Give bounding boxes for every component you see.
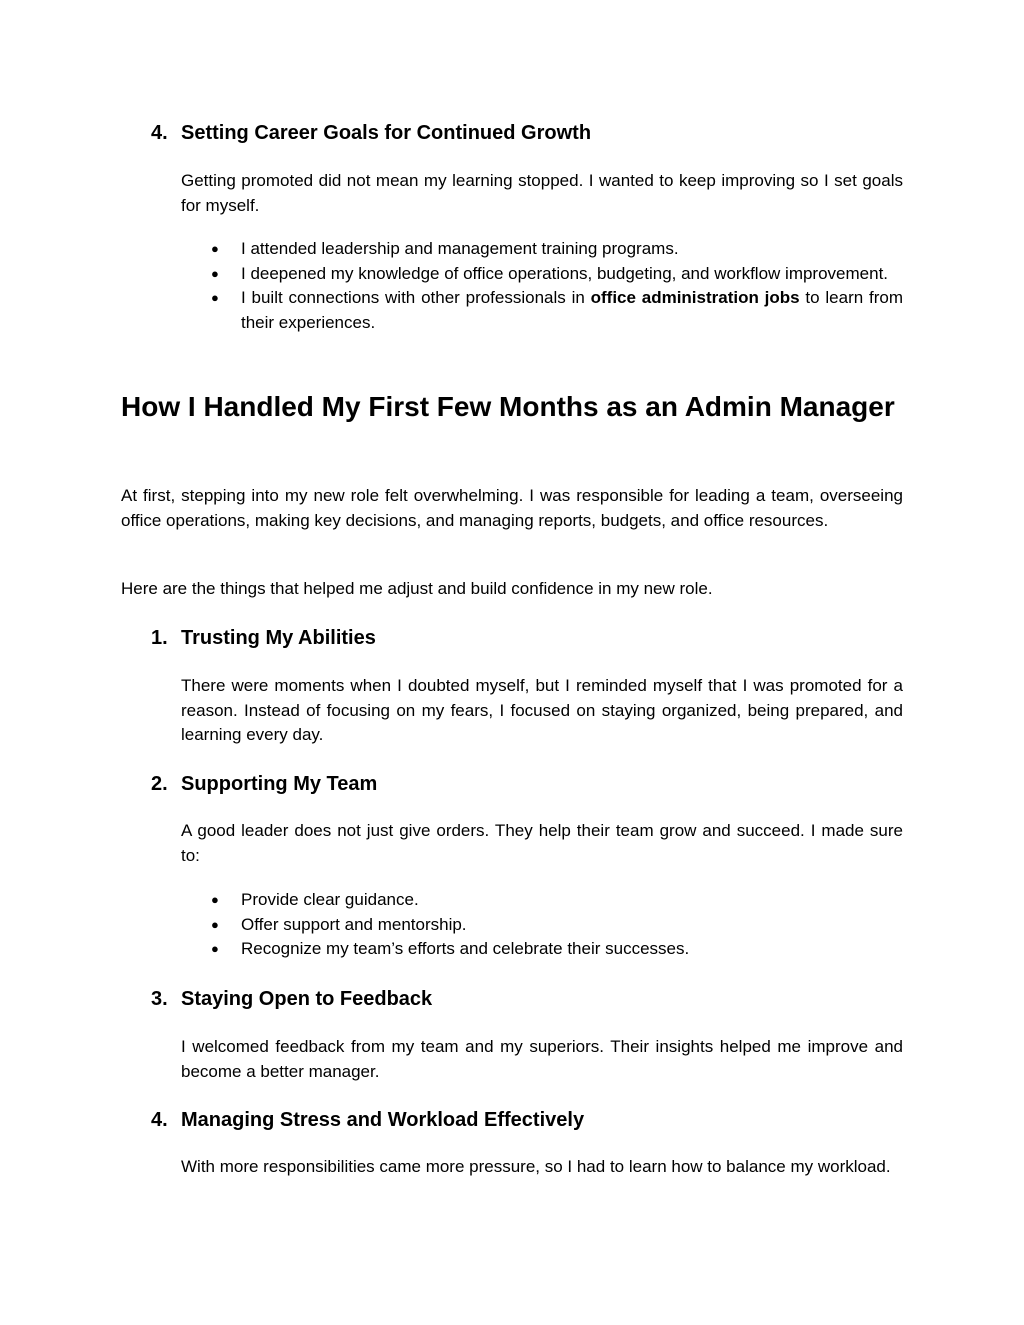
- paragraph-lead: Here are the things that helped me adjust and build confidence in my new role.: [121, 579, 713, 598]
- heading-number: 1.: [151, 627, 168, 649]
- heading-text: Staying Open to Feedback: [181, 988, 433, 1010]
- heading-number: 4.: [151, 122, 168, 144]
- paragraph-feedback: I welcomed feedback from my team and my superiors. Their insights helped me improve and become a better manager.: [181, 1037, 903, 1081]
- heading-text: Setting Career Goals for Continued Growth: [181, 122, 592, 144]
- heading-number: 4.: [151, 1109, 168, 1131]
- section-title-first-months: How I Handled My First Few Months as an Admin Manager: [121, 391, 895, 422]
- bullet-list-career-goals: [211, 237, 903, 335]
- list-item: ● Offer support and mentorship.: [211, 913, 903, 938]
- list-item: ● Provide clear guidance.: [211, 888, 903, 913]
- list-item-text: to learn from their experiences.: [241, 288, 904, 332]
- paragraph-career-goals: Getting promoted did not mean my learning stopped. I wanted to keep improving so I set goals for myself.: [181, 171, 903, 215]
- paragraph-intro: At first, stepping into my new role felt overwhelming. I was responsible for leading a team, overseeing office operations, making key decisions, and managing reports, budgets, and office resources.: [121, 486, 903, 530]
- paragraph-trusting: There were moments when I doubted myself, but I reminded myself that I was promoted for a reason. Instead of focusing on my fears, I focused on staying organized, being prepared, and learning every day.: [181, 676, 903, 744]
- heading-text: Supporting My Team: [181, 773, 378, 795]
- paragraph-supporting: A good leader does not just give orders. They help their team grow and succeed. I made sure to:: [181, 821, 903, 865]
- list-item: ● Recognize my team’s efforts and celebrate their successes.: [211, 937, 903, 962]
- paragraph-stress: With more responsibilities came more pressure, so I had to learn how to balance my workload.: [181, 1157, 891, 1176]
- list-item-text: I built connections with other professionals in: [241, 288, 591, 307]
- heading-number: 3.: [151, 988, 168, 1010]
- heading-text: Managing Stress and Workload Effectively: [181, 1109, 585, 1131]
- list-item: ● I deepened my knowledge of office operations, budgeting, and workflow improvement.: [211, 262, 903, 287]
- list-item: [211, 286, 903, 335]
- heading-text: Trusting My Abilities: [181, 627, 376, 649]
- bold-keyword: office administration jobs: [590, 288, 800, 307]
- heading-number: 2.: [151, 773, 168, 795]
- list-item: ● I attended leadership and management training programs.: [211, 237, 903, 262]
- bullet-list-supporting: [211, 888, 903, 962]
